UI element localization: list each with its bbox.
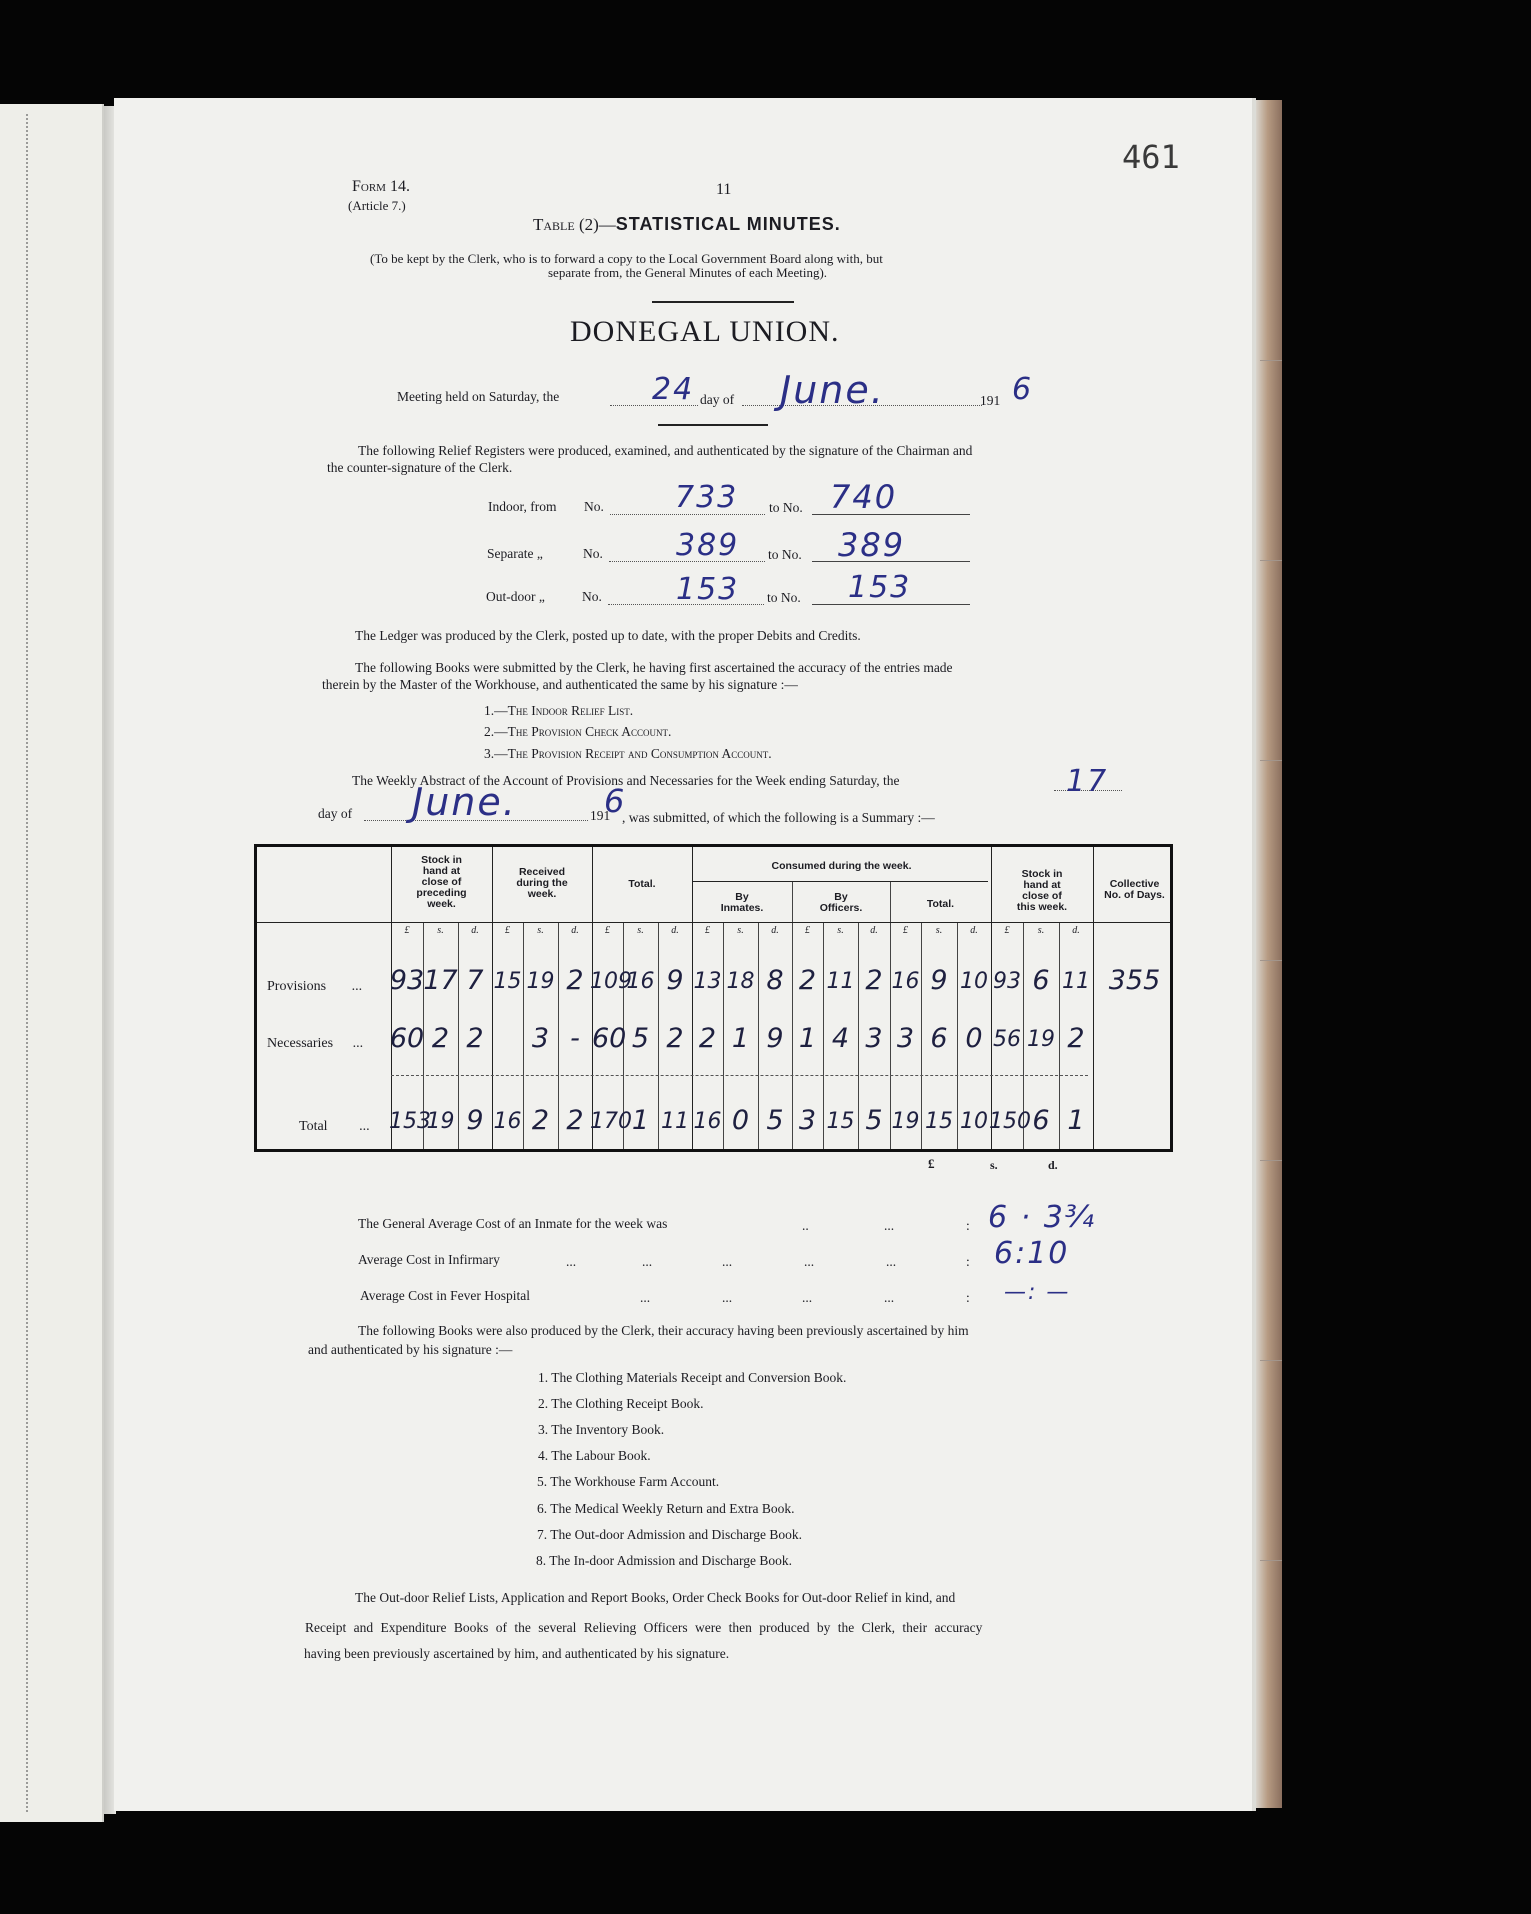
table-cell: 2 [865,965,883,996]
table-cell: 2 [531,1105,550,1136]
meeting-month: June. [780,368,885,412]
weekly-abstract-line: The Weekly Abstract of the Account of Provisions and Necessaries for the Week ending Saturday, the [352,773,900,788]
avg-value: —: — [1004,1280,1071,1305]
table-cell: 19 [426,1109,455,1134]
weekly-abstract-suffix: , was submitted, of which the following is a Summary :— [622,810,935,825]
table-cell: 56 [993,1027,1021,1052]
table-cell: 9 [666,965,684,996]
register-to: 389 [838,526,906,564]
also-book-item: 3. The Inventory Book. [538,1422,665,1437]
also-book-item: 7. The Out-door Admission and Discharge Book. [537,1527,802,1542]
table-cell: 19 [526,969,555,994]
page-edge [1256,100,1282,1808]
table-cell: 15 [826,1109,855,1134]
table-cell: 13 [693,969,722,994]
table-cell: 355 [1108,965,1161,996]
table-cell: 3 [798,1105,817,1136]
avg-label: The General Average Cost of an Inmate for the week was [358,1216,668,1231]
table-cell: 9 [930,965,948,996]
table-cell: - [570,1023,580,1054]
register-to-label: to No. [767,590,801,605]
also-book-item: 2. The Clothing Receipt Book. [538,1396,704,1411]
also-intro-1: The following Books were also produced by the Clerk, their accuracy having been previously ascertained by him [358,1323,969,1338]
page-number: 461 [1122,138,1180,176]
ledger-text: The Ledger was produced by the Clerk, posted up to date, with the proper Debits and Credits. [355,628,861,643]
table-cell: 0 [965,1023,983,1054]
table-cell: 1 [731,1023,750,1054]
register-from: 733 [675,480,739,515]
table-cell: 2 [1067,1023,1085,1054]
table-cell: 6 [1032,1105,1050,1136]
register-label: Separate „ [487,546,543,561]
header-consumed-total: Total. [926,898,955,910]
table-cell: 2 [698,1023,717,1054]
title-rule [652,301,794,303]
also-intro-2: and authenticated by his signature :— [308,1342,513,1357]
also-book-item: 5. The Workhouse Farm Account. [537,1474,720,1489]
register-label: Indoor, from [488,499,557,514]
table-cell: 16 [693,1109,722,1134]
also-book-item: 6. The Medical Weekly Return and Extra Book. [537,1501,795,1516]
header-by-officers: By [834,891,848,903]
table-cell: 11 [826,969,855,994]
left-page [0,104,104,1822]
table-cell: 19 [891,1109,920,1134]
meeting-prefix: Meeting held on Saturday, the [397,389,560,404]
register-from: 389 [676,528,740,563]
instruction-line-2: separate from, the General Minutes of each Meeting). [548,265,828,280]
weekly-abstract-year-prefix: 191 [590,808,611,823]
avg-unit-pound: £ [928,1156,935,1171]
center-number: 11 [716,181,732,198]
register-label: Out-door „ [486,589,545,604]
table-cell: 170 [590,1109,632,1134]
table-cell: 11 [661,1109,689,1134]
table-cell: 3 [896,1023,915,1054]
table-title-main: STATISTICAL MINUTES. [615,214,841,234]
books-list-item: 3.—The Provision Receipt and Consumption Account. [484,746,772,761]
instruction-line-1: (To be kept by the Clerk, who is to forward a copy to the Local Government Board along with, but [370,251,883,266]
meeting-rule [658,424,768,426]
books-intro-1: The following Books were submitted by the Clerk, he having first ascertained the accuracy of the entries made [355,660,953,675]
table-cell: 1 [1067,1105,1085,1136]
row-label-total: Total ... [299,1119,370,1134]
header-collective: Collective [1109,878,1160,890]
table-cell: 15 [493,969,522,994]
table-cell: 109 [590,969,632,994]
table-title [533,214,841,235]
table-cell: 153 [389,1109,431,1134]
table-cell: 3 [531,1023,550,1054]
avg-value: 6:10 [994,1236,1070,1271]
table-title-prefix: Table (2)— [533,215,616,234]
form-label: Form 14. [352,178,410,195]
table-cell: 11 [1062,969,1090,994]
form-article: (Article 7.) [348,198,406,213]
table-cell: 5 [631,1023,650,1054]
table-cell: 16 [493,1109,522,1134]
also-book-item: 4. The Labour Book. [538,1448,651,1463]
table-cell: 16 [891,969,920,994]
avg-label: Average Cost in Fever Hospital [360,1288,530,1303]
header-stock-prev: Stock in [421,854,462,866]
table-cell: 6 [930,1023,948,1054]
closing-line-2: Receipt and Expenditure Books of the several Relieving Officers were then produced by the Clerk, their accuracy [305,1620,983,1635]
register-to: 740 [830,478,898,516]
table-cell: 17 [423,965,458,996]
header-received: Received [518,866,566,878]
table-cell: 2 [566,1105,584,1136]
weekly-abstract-day: 17 [1066,764,1109,799]
books-list-item: 1.—The Indoor Relief List. [484,703,634,718]
avg-label: Average Cost in Infirmary [358,1252,500,1267]
table-cell: 3 [865,1023,883,1054]
closing-line-3: having been previously ascertained by him, and authenticated by his signature. [304,1646,730,1661]
table-cell: 10 [960,1109,988,1134]
summary-table: Stock in hand at close of preceding week. Received during the week. Total. Consumed during the week. By Inmates. By Officers. Total. Stock in hand at close of this week. Collective No. of Days. £ s. d. £ s. d. £ s. d. £ s. d. £ s. d. £ s. d. £ s. d. Provisions ... Necessaries ... Total ... 93 17 7 15 19 2 109 16 9 13 18 8 2 11 2 16 9 10 93 6 11 355 60 2 2 3 - 60 5 2 2 1 9 1 4 3 3 6 0 56 19 2 153 19 9 16 2 2 170 1 11 16 0 5 3 15 5 19 15 10 150 6 1 [254,844,1173,1152]
avg-unit-pence: d. [1048,1158,1058,1172]
table-cell: 18 [726,969,755,994]
table-cell: 1 [631,1105,650,1136]
books-list-item: 2.—The Provision Check Account. [484,724,672,739]
header-stock-close: Stock in [1021,868,1063,880]
table-cell: 60 [592,1023,627,1054]
weekly-abstract-month: June. [412,780,517,824]
register-no: No. [583,546,603,561]
table-cell: 2 [798,965,817,996]
header-consumed: Consumed during the week. [771,860,912,872]
register-to-label: to No. [768,547,802,562]
table-cell: 4 [831,1023,850,1054]
table-cell: 6 [1032,965,1050,996]
table-cell: 7 [466,965,484,996]
table-cell: 5 [865,1105,883,1136]
table-cell: 15 [925,1109,953,1134]
binding-stitch [26,114,28,1812]
register-to-label: to No. [769,500,803,515]
registers-intro-1: The following Relief Registers were produced, examined, and authenticated by the signature of the Chairman and [358,443,973,458]
table-cell: 9 [766,1023,784,1054]
table-cell: 19 [1027,1027,1055,1052]
row-label-provisions: Provisions ... [267,979,363,994]
table-cell: 2 [566,965,584,996]
meeting-year-digit: 6 [1012,372,1034,407]
row-label-necessaries: Necessaries ... [267,1036,364,1051]
weekly-abstract-year-digit: 6 [604,782,627,820]
books-intro-2: therein by the Master of the Workhouse, and authenticated the same by his signature :— [322,677,798,692]
register-from: 153 [676,572,740,607]
union-name: DONEGAL UNION. [570,315,840,348]
table-cell: 5 [766,1105,784,1136]
meeting-day: 24 [652,372,695,407]
meeting-day-of: day of [700,392,735,407]
meeting-year-prefix: 191 [980,393,1001,408]
register-no: No. [582,589,602,604]
table-cell: 93 [389,965,425,996]
closing-line-1: The Out-door Relief Lists, Application and Report Books, Order Check Books for Out-door Relief in kind, and [355,1590,956,1605]
header-total: Total. [628,878,656,890]
avg-value: 6 · 3¾ [988,1200,1096,1235]
table-cell: 9 [466,1105,484,1136]
table-cell: 16 [626,969,655,994]
table-cell: 2 [466,1023,484,1054]
header-by-inmates: By [735,891,749,903]
table-cell: 2 [431,1023,450,1054]
weekly-abstract-day-of: day of [318,806,353,821]
register-no: No. [584,499,604,514]
table-cell: 150 [989,1109,1031,1134]
also-book-item: 1. The Clothing Materials Receipt and Conversion Book. [538,1370,847,1385]
table-cell: 2 [666,1023,684,1054]
register-to: 153 [848,570,912,605]
table-cell: 8 [766,965,784,996]
table-cell: 93 [993,969,1021,994]
also-book-item: 8. The In-door Admission and Discharge Book. [536,1553,792,1568]
avg-unit-shilling: s. [990,1158,998,1172]
table-cell: 0 [731,1105,750,1136]
table-cell: 1 [798,1023,817,1054]
registers-intro-2: the counter-signature of the Clerk. [327,460,513,475]
table-cell: 60 [389,1023,425,1054]
table-cell: 10 [960,969,988,994]
